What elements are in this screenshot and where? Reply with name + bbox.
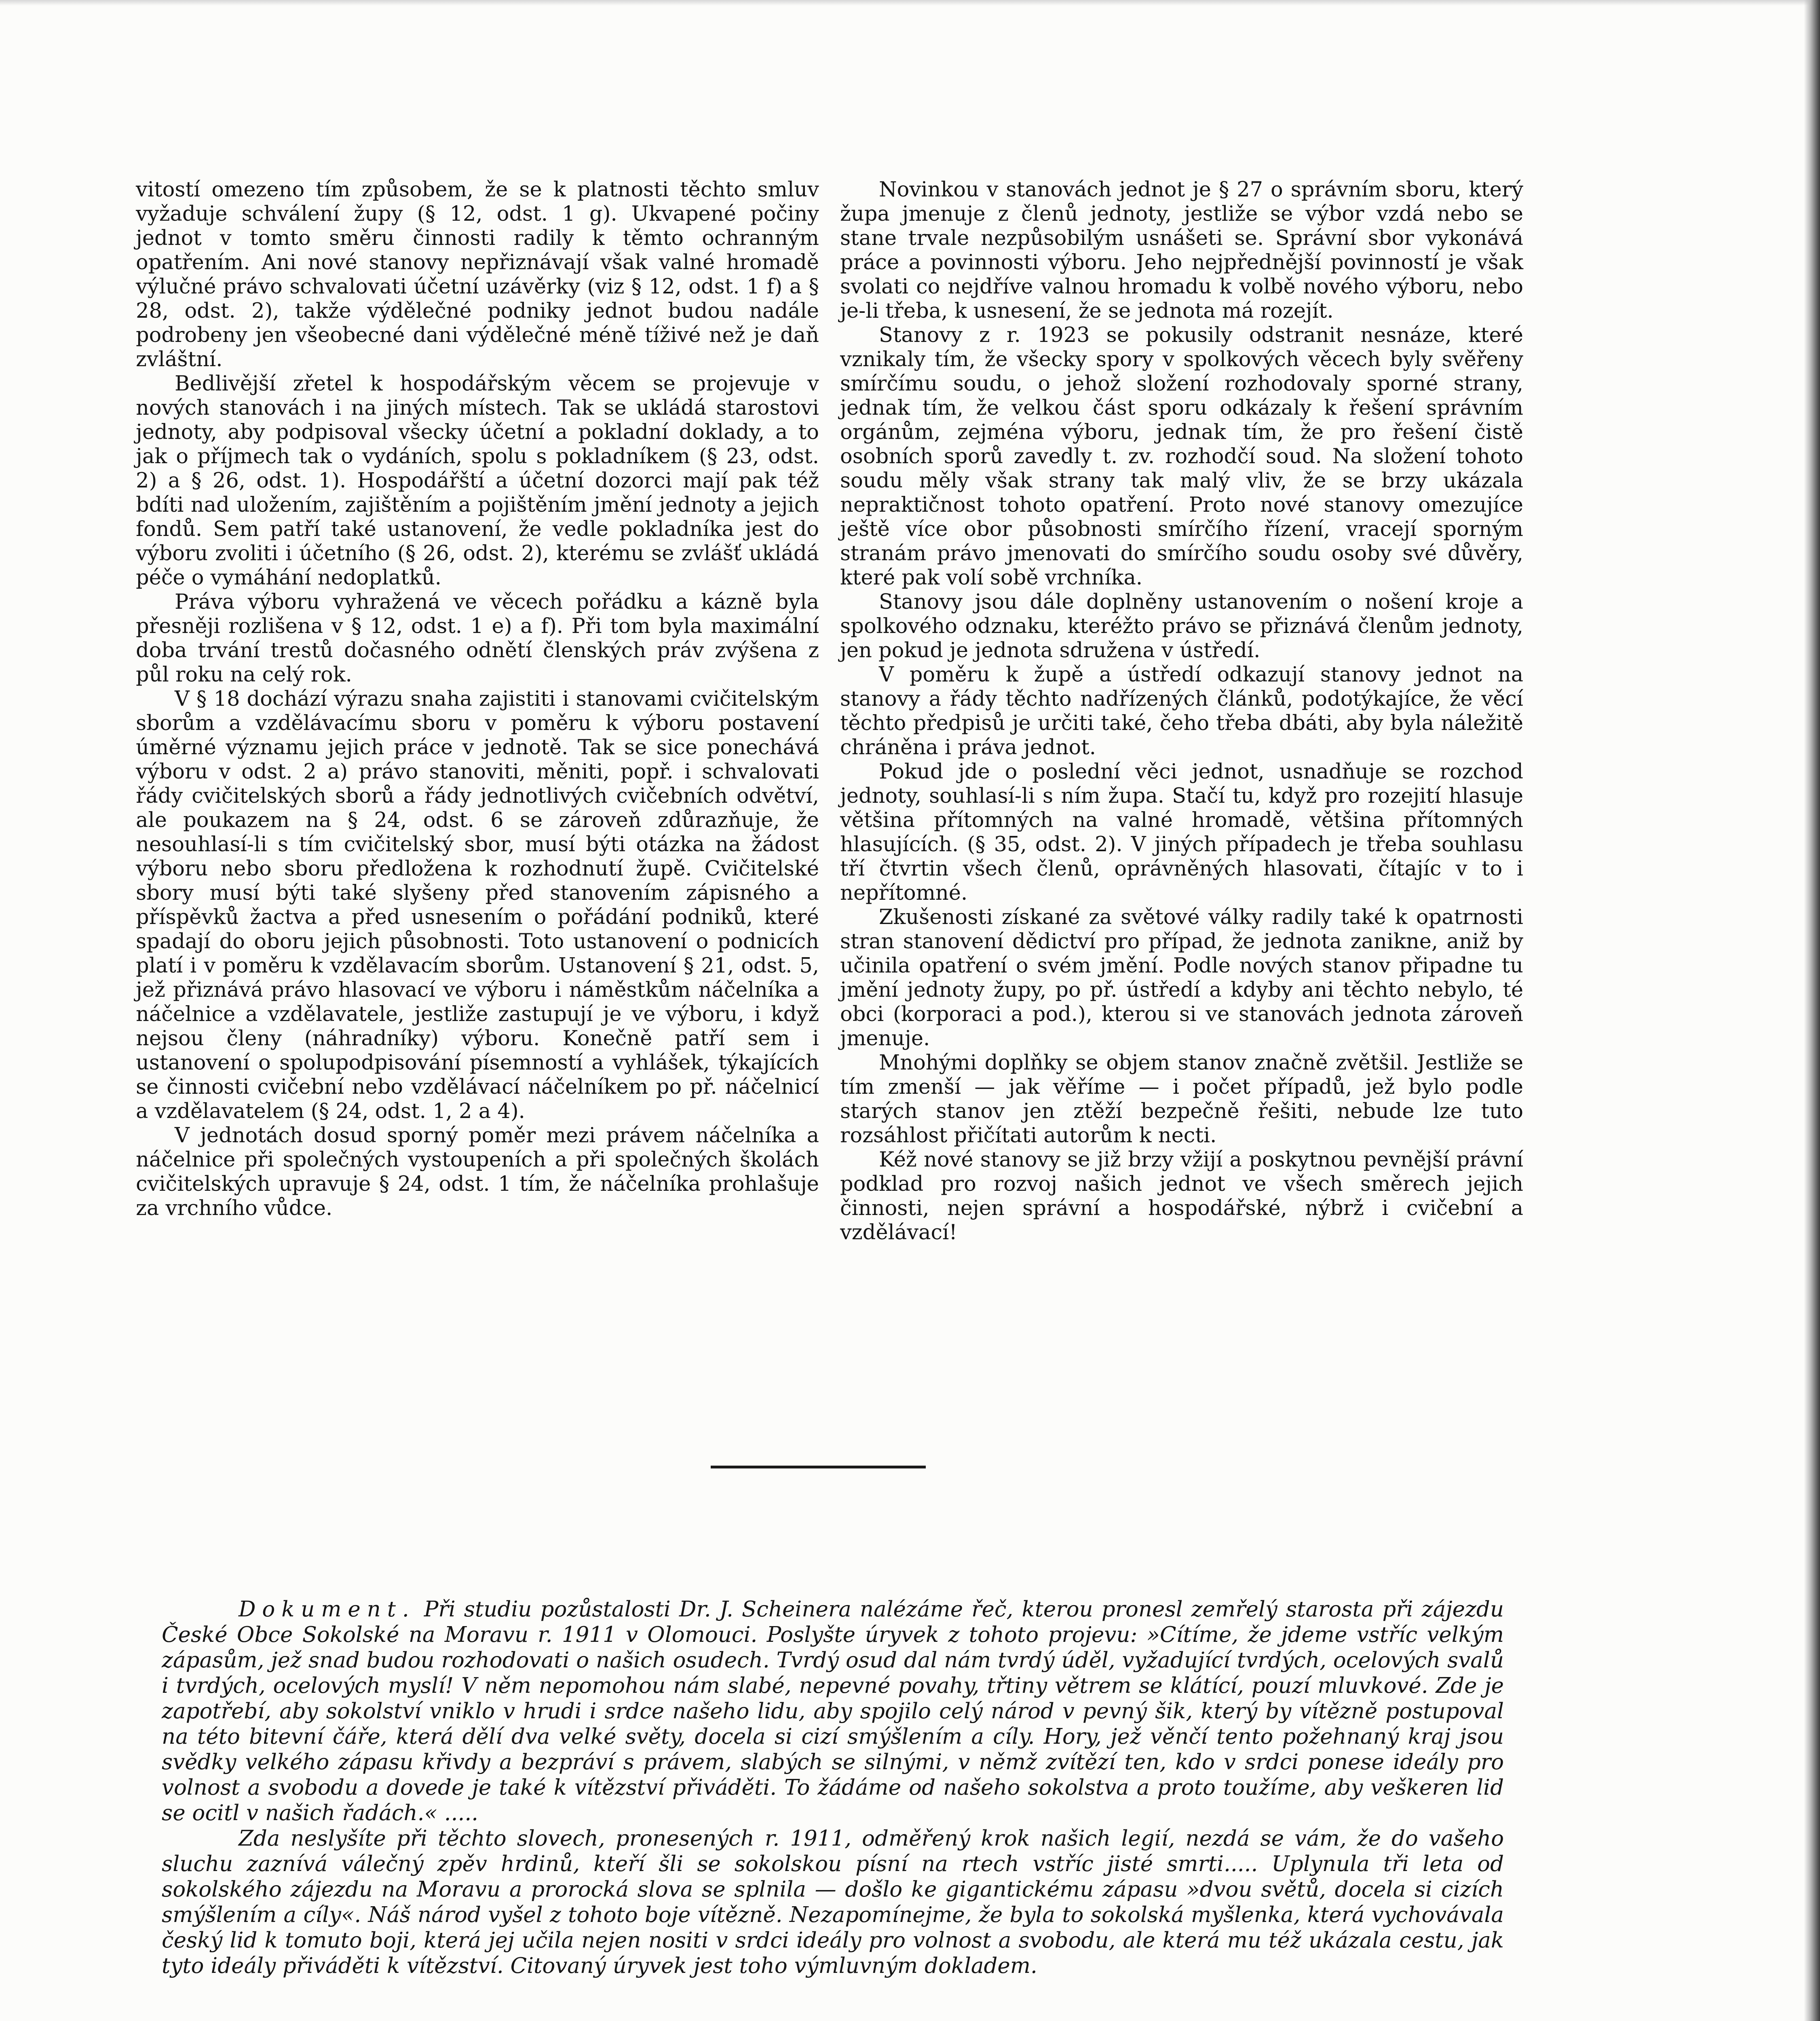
right-paragraph-8: Kéž nové stanovy se již brzy vžijí a poskytnou pevnější právní podklad pro rozvoj našich jednot ve všech směrech jejich činnosti, nejen správní a hospodářské, nýbrž i cvičební a vzdělávací!	[840, 1148, 1523, 1245]
right-paragraph-1: Novinkou v stanovách jednot je § 27 o správním sboru, který župa jmenuje z členů jednoty, jestliže se výbor vzdá nebo se stane trvale nezpůsobilým usnášeti se. Správní sbor vykonává práce a povinnosti výboru. Jeho nejpřednější povinností je však svolati co nejdříve valnou hromadu k volbě nového výboru, nebo je-li třeba, k usnesení, že se jednota má rozejít.	[840, 178, 1523, 323]
right-paragraph-3: Stanovy jsou dále doplněny ustanovením o nošení kroje a spolkového odznaku, kteréžto právo se přiznává členům jednoty, jen pokud je jednota sdružena v ústředí.	[840, 590, 1523, 662]
scan-shadow-edge	[1804, 0, 1820, 2021]
left-paragraph-2: Bedlivější zřetel k hospodářským věcem se projevuje v nových stanovách i na jiných místech. Tak se ukládá starostovi jednoty, aby podpisoval všecky účetní a pokladní doklady, a to jak o příjmech tak o vydáních, spolu s pokladníkem (§ 23, odst. 2) a § 26, odst. 1). Hospodářští a účetní dozorci mají pak též bdíti nad uložením, zajištěním a pojištěním jmění jednoty a jejich fondů. Sem patří také ustanovení, že vedle pokladníka jest do výboru zvoliti i účetního (§ 26, odst. 2), kterému se zvlášť ukládá péče o vymáhání nedoplatků.	[136, 372, 819, 590]
left-paragraph-3: Práva výboru vyhražená ve věcech pořádku a kázně byla přesněji rozlišena v § 12, odst. 1 e) a f). Při tom byla maximální doba trvání trestů dočasného odnětí členských práv zvýšena z půl roku na celý rok.	[136, 590, 819, 687]
document-note	[162, 1597, 1504, 1979]
left-paragraph-1: vitostí omezeno tím způsobem, že se k platnosti těchto smluv vyžaduje schválení župy (§ 12, odst. 1 g). Ukvapené počiny jednot v tomto směru činnosti radily k těmto ochranným opatřením. Ani nové stanovy nepřiznávají však valné hromadě výlučné právo schvalovati účetní uzávěrky (viz § 12, odst. 1 f) a § 28, odst. 2), takže výdělečné podniky jednot budou nadále podrobeny jen všeobecné dani výdělečné méně tíživé než je daň zvláštní.	[136, 178, 819, 371]
scan-shadow-top	[0, 0, 1820, 6]
document-note-paragraph-2: Zda neslyšíte při těchto slovech, pronesených r. 1911, odměřený krok našich legií, nezdá se vám, že do vašeho sluchu zaznívá válečný zpěv hrdinů, kteří šli se sokolskou písní na rtech vstříc jisté smrti..... Uplynula tři leta od sokolského zájezdu na Moravu a prorocká slova se splnila — došlo ke gigantickému zápasu »dvou světů, docela si cizích smýšlením a cíly«. Náš národ vyšel z tohoto boje vítězně. Nezapomínejme, že byla to sokolská myšlenka, která vychovávala český lid k tomuto boji, která jej učila nejen nositi v srdci ideály pro volnost a svobodu, ale která mu též ukázala cestu, jak tyto ideály přiváděti k vítězství. Citovaný úryvek jest toho výmluvným dokladem.	[162, 1826, 1504, 1978]
left-paragraph-4: V § 18 dochází výrazu snaha zajistiti i stanovami cvičitelským sborům a vzdělávacímu sboru v poměru k výboru postavení úměrné významu jejich práce v jednotě. Tak se sice ponechává výboru v odst. 2 a) právo stanoviti, měniti, popř. i schvalovati řády cvičitelských sborů a řády jednotlivých cvičebních odvětví, ale poukazem na § 24, odst. 6 se zároveň zdůrazňuje, že nesouhlasí-li s tím cvičitelský sbor, musí býti otázka na žádost výboru nebo sboru předložena k rozhodnutí župě. Cvičitelské sbory musí býti také slyšeny před stanovením zápisného a příspěvků žactva a před usnesením o pořádání podniků, které spadají do oboru jejich působnosti. Toto ustanovení o podnicích platí i v poměru k vzdělavacím sborům. Ustanovení § 21, odst. 5, jež přiznává právo hlasovací ve výboru i náměstkům náčelníka a náčelnice a vzdělavatele, jestliže zastupují je ve výboru, i když nejsou členy (náhradníky) výboru. Konečně patří sem i ustanovení o spolupodpisování písemností a vyhlášek, týkajících se činnosti cvičební nebo vzdělávací náčelníkem po př. náčelnicí a vzdělavatelem (§ 24, odst. 1, 2 a 4).	[136, 687, 819, 1123]
section-divider-rule	[711, 1466, 926, 1468]
document-note-paragraph-1	[162, 1597, 1504, 1826]
right-paragraph-2: Stanovy z r. 1923 se pokusily odstranit nesnáze, které vznikaly tím, že všecky spory v spolkových věcech byly svěřeny smírčímu soudu, o jehož složení rozhodovaly sporné strany, jednak tím, že velkou část sporu odkázaly k řešení správním orgánům, zejména výboru, jednak tím, že pro řešení čistě osobních sporů zavedly t. zv. rozhodčí soud. Na složení tohoto soudu měly však strany tak malý vliv, že se brzy ukázala nepraktičnost tohoto opatření. Proto nové stanovy omezujíce ještě více obor působnosti smírčího řízení, vracejí sporným stranám právo jmenovati do smírčího soudu osoby své důvěry, které pak volí sobě vrchníka.	[840, 323, 1523, 590]
document-note-lead: Dokument.	[239, 1597, 416, 1622]
document-note-text-1: Při studiu pozůstalosti Dr. J. Scheinera nalézáme řeč, kterou pronesl zemřelý starosta při zájezdu České Obce Sokolské na Moravu r. 1911 v Olomouci. Poslyšte úryvek z tohoto projevu: »Cítíme, že jdeme vstříc velkým zápasům, jež snad budou rozhodovati o našich osudech. Tvrdý osud dal nám tvrdý úděl, vyžadující tvrdých, ocelových svalů i tvrdých, ocelových myslí! V něm nepomohou nám slabé, nepevné povahy, třtiny větrem se klátící, pouzí mluvkové. Zde je zapotřebí, aby sokolství vniklo v hrudi i srdce našeho lidu, aby spojilo celý národ v pevný šik, který by vítězně postupoval na této bitevní čáře, která dělí dva velké světy, docela si cizí smýšlením a cíly. Hory, jež věnčí tento požehnaný kraj jsou svědky velkého zápasu křivdy a bezpráví s právem, slabých se silnými, v němž zvítězí ten, kdo v srdci ponese ideály pro volnost a svobodu a dovede je také k vítězství přiváděti. To žádáme od našeho sokolstva a proto toužíme, aby veškeren lid se ocitl v našich řadách.« .....	[162, 1597, 1504, 1825]
left-paragraph-5: V jednotách dosud sporný poměr mezi právem náčelníka a náčelnice při společných vystoupeních a při společných školách cvičitelských upravuje § 24, odst. 1 tím, že náčelníka prohlašuje za vrchního vůdce.	[136, 1124, 819, 1220]
right-paragraph-4: V poměru k župě a ústředí odkazují stanovy jednot na stanovy a řády těchto nadřízených článků, podotýkajíce, že věcí těchto předpisů je určiti také, čeho třeba dbáti, aby byla náležitě chráněna i práva jednot.	[840, 663, 1523, 759]
right-paragraph-7: Mnohými doplňky se objem stanov značně zvětšil. Jestliže se tím zmenší — jak věříme — i počet případů, jež bylo podle starých stanov jen ztěží bezpečně řešiti, nebude lze tuto rozsáhlost přičítati autorům k necti.	[840, 1051, 1523, 1148]
right-text-column	[840, 178, 1523, 1245]
left-text-column	[136, 178, 819, 1221]
right-paragraph-5: Pokud jde o poslední věci jednot, usnadňuje se rozchod jednoty, souhlasí-li s ním župa. Stačí tu, když pro rozejití hlasuje většina přítomných na valné hromadě, většina přítomných hlasujících. (§ 35, odst. 2). V jiných případech je třeba souhlasu tří čtvrtin všech členů, oprávněných hlasovati, čítajíc v to i nepřítomné.	[840, 760, 1523, 905]
right-paragraph-6: Zkušenosti získané za světové války radily také k opatrnosti stran stanovení dědictví pro případ, že jednota zanikne, aniž by učinila opatření o svém jmění. Podle nových stanov připadne tu jmění jednoty župy, po př. ústředí a kdyby ani těchto nebylo, té obci (korporaci a pod.), kterou si ve stanovách jednota zároveň jmenuje.	[840, 905, 1523, 1051]
